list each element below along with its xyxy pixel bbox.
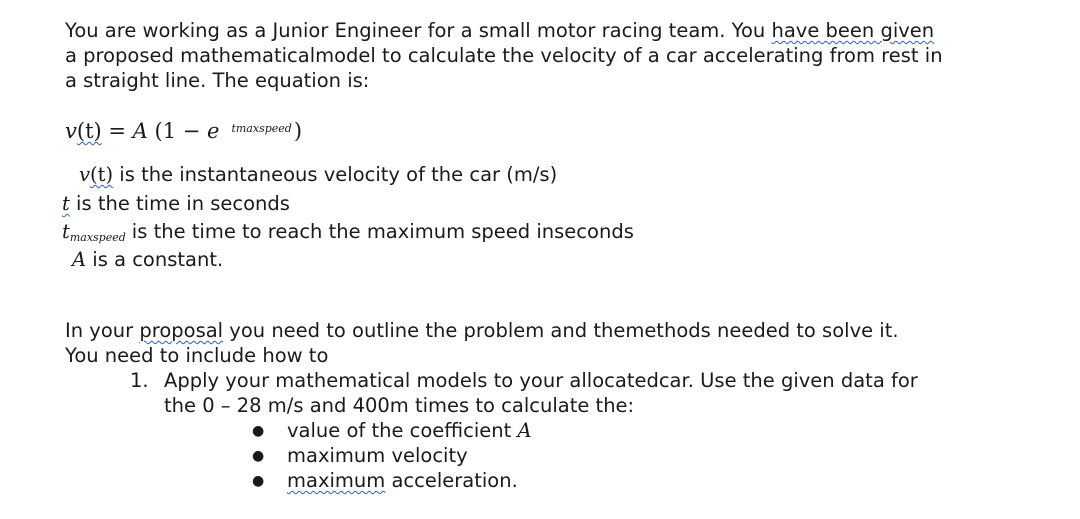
intro-line-1-flagged-text: have been given <box>771 19 935 42</box>
bullet-dot: ● <box>252 423 265 439</box>
intro-line-1 <box>65 18 934 43</box>
velocity-equation <box>65 117 302 149</box>
proposal-flagged-word: proposal <box>139 319 224 342</box>
definition-constant-text: is a constant. <box>86 248 224 271</box>
definition-constant <box>72 247 223 273</box>
definition-time <box>62 191 290 217</box>
definition-constant-A: A <box>72 248 87 271</box>
bullet-item-coefficient-A: A <box>517 419 532 442</box>
definition-time-text: is the time in seconds <box>69 192 290 215</box>
proposal-line-1 <box>65 318 899 343</box>
proposal-line-2: You need to include how to <box>65 344 329 367</box>
bullet-item-flagged-word: maximum <box>287 469 386 492</box>
bullet-dot: ● <box>252 473 265 489</box>
equation-t: (t) <box>76 119 102 143</box>
bullet-dot: ● <box>252 448 265 464</box>
equation-A: A <box>132 119 148 143</box>
definition-velocity-v: v <box>79 163 91 186</box>
intro-line-2: a proposed mathematicalmodel to calculate the velocity of a car accelerating from rest in <box>65 44 943 67</box>
equation-exponent: tmaxspeed <box>231 122 292 135</box>
bullet-item-coefficient-text: value of the coefficient <box>287 419 518 442</box>
equation-e: e <box>207 119 220 143</box>
definition-velocity-text: is the instantaneous velocity of the car (m/s) <box>113 163 558 186</box>
bullet-item-max-velocity: maximum velocity <box>287 444 468 467</box>
bullet-item-max-acceleration <box>287 468 518 493</box>
list-item-number: 1. <box>130 369 149 392</box>
equation-v: v <box>65 119 77 143</box>
definition-tmaxspeed-text: is the time to reach the maximum speed inseconds <box>131 220 634 243</box>
definition-tmaxspeed <box>62 219 634 248</box>
definition-tmaxspeed-t: t <box>62 220 70 243</box>
list-item-line-2: the 0 – 28 m/s and 400m times to calculate the: <box>164 394 635 417</box>
bullet-item-coefficient <box>287 418 532 443</box>
definition-velocity <box>79 162 557 188</box>
intro-line-3: a straight line. The equation is: <box>65 69 370 92</box>
definition-tmaxspeed-subscript: maxspeed <box>69 231 126 244</box>
proposal-line-1-end: you need to outline the problem and themethods needed to solve it. <box>223 319 899 342</box>
proposal-line-1-start: In your <box>65 319 140 342</box>
equation-equals: = <box>101 119 133 143</box>
list-item-line-1: Apply your mathematical models to your allocatedcar. Use the given data for <box>164 369 918 392</box>
definition-velocity-t: (t) <box>90 163 114 186</box>
intro-line-1-text: You are working as a Junior Engineer for a small motor racing team. You <box>65 19 772 42</box>
equation-paren-close: ) <box>293 119 303 143</box>
bullet-item-max-acceleration-text: acceleration. <box>385 469 518 492</box>
definition-time-t: t <box>62 192 70 215</box>
equation-paren-open: (1 − <box>147 119 208 143</box>
